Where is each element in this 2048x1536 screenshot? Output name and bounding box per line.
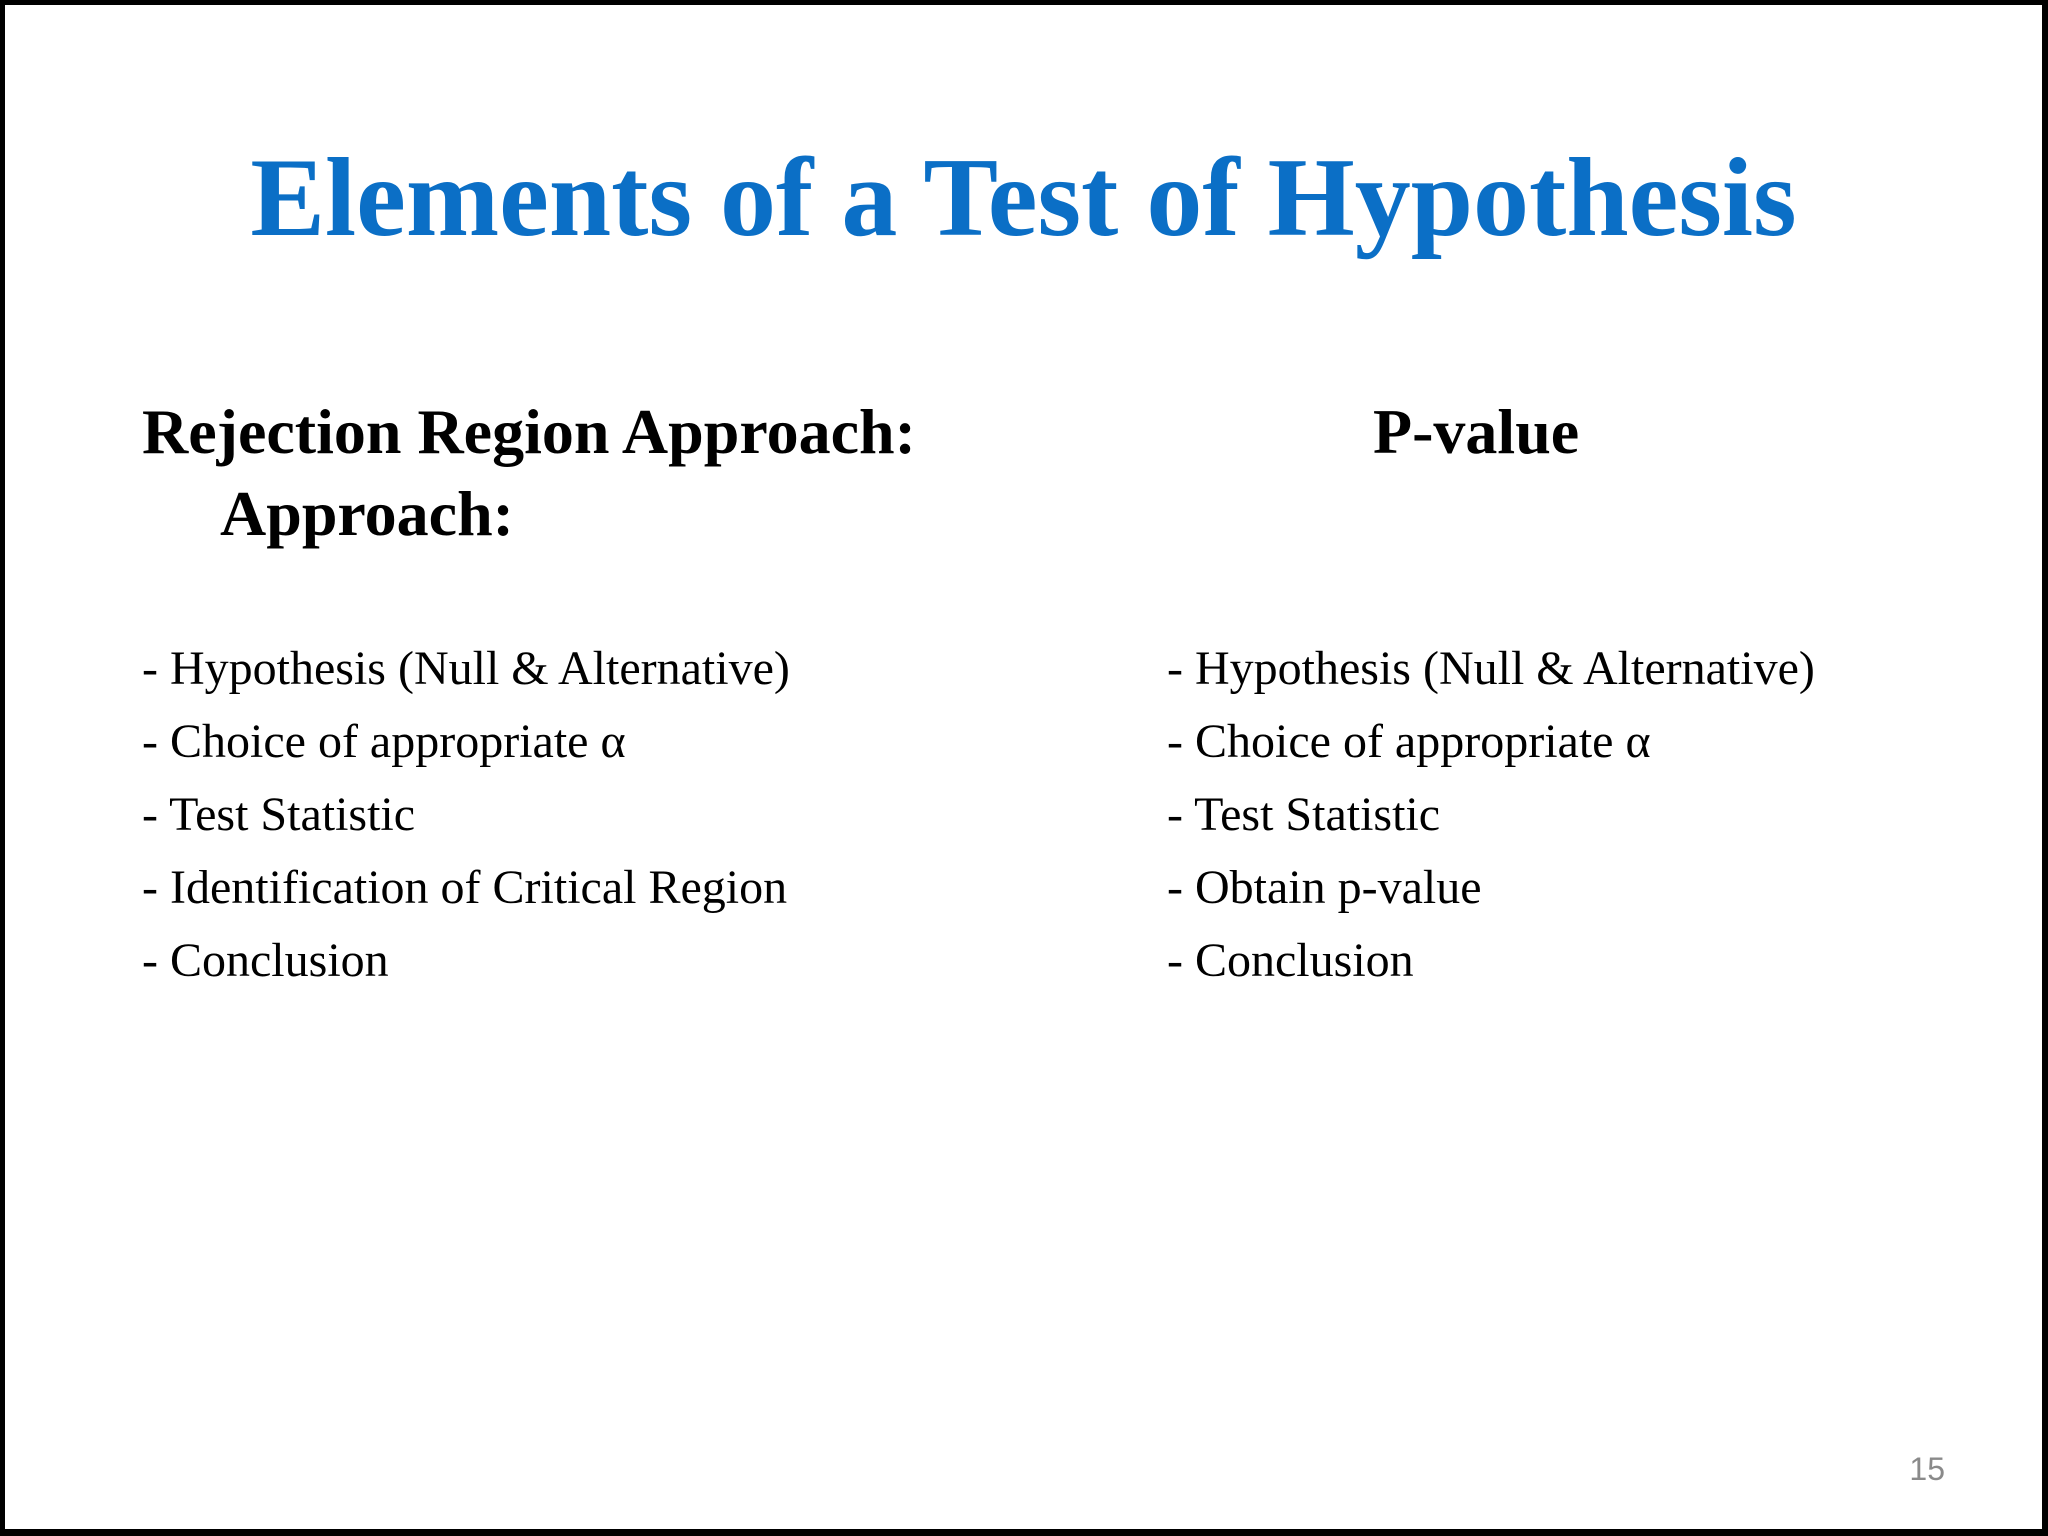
list-item: - Test Statistic — [142, 788, 416, 841]
p-value-heading: P-value — [1373, 396, 1580, 467]
list-item: - Hypothesis (Null & Alternative) — [1167, 642, 1815, 695]
slide-title: Elements of a Test of Hypothesis — [250, 136, 1797, 260]
list-item: - Conclusion — [142, 934, 389, 987]
page-number: 15 — [1909, 1451, 1945, 1487]
list-item: - Choice of appropriate α — [142, 715, 626, 768]
rejection-region-steps — [142, 632, 790, 997]
list-item: - Obtain p-value — [1167, 861, 1482, 914]
list-item: - Hypothesis (Null & Alternative) — [142, 642, 790, 695]
list-item: - Identification of Critical Region — [142, 861, 788, 914]
list-item: - Choice of appropriate α — [1167, 715, 1651, 768]
rejection-region-heading: Rejection Region Approach: — [142, 396, 916, 467]
rejection-region-heading-continuation: Approach: — [220, 478, 514, 549]
list-item: - Conclusion — [1167, 934, 1414, 987]
list-item: - Test Statistic — [1167, 788, 1441, 841]
slide — [5, 5, 2042, 1529]
p-value-steps — [1167, 632, 1815, 997]
